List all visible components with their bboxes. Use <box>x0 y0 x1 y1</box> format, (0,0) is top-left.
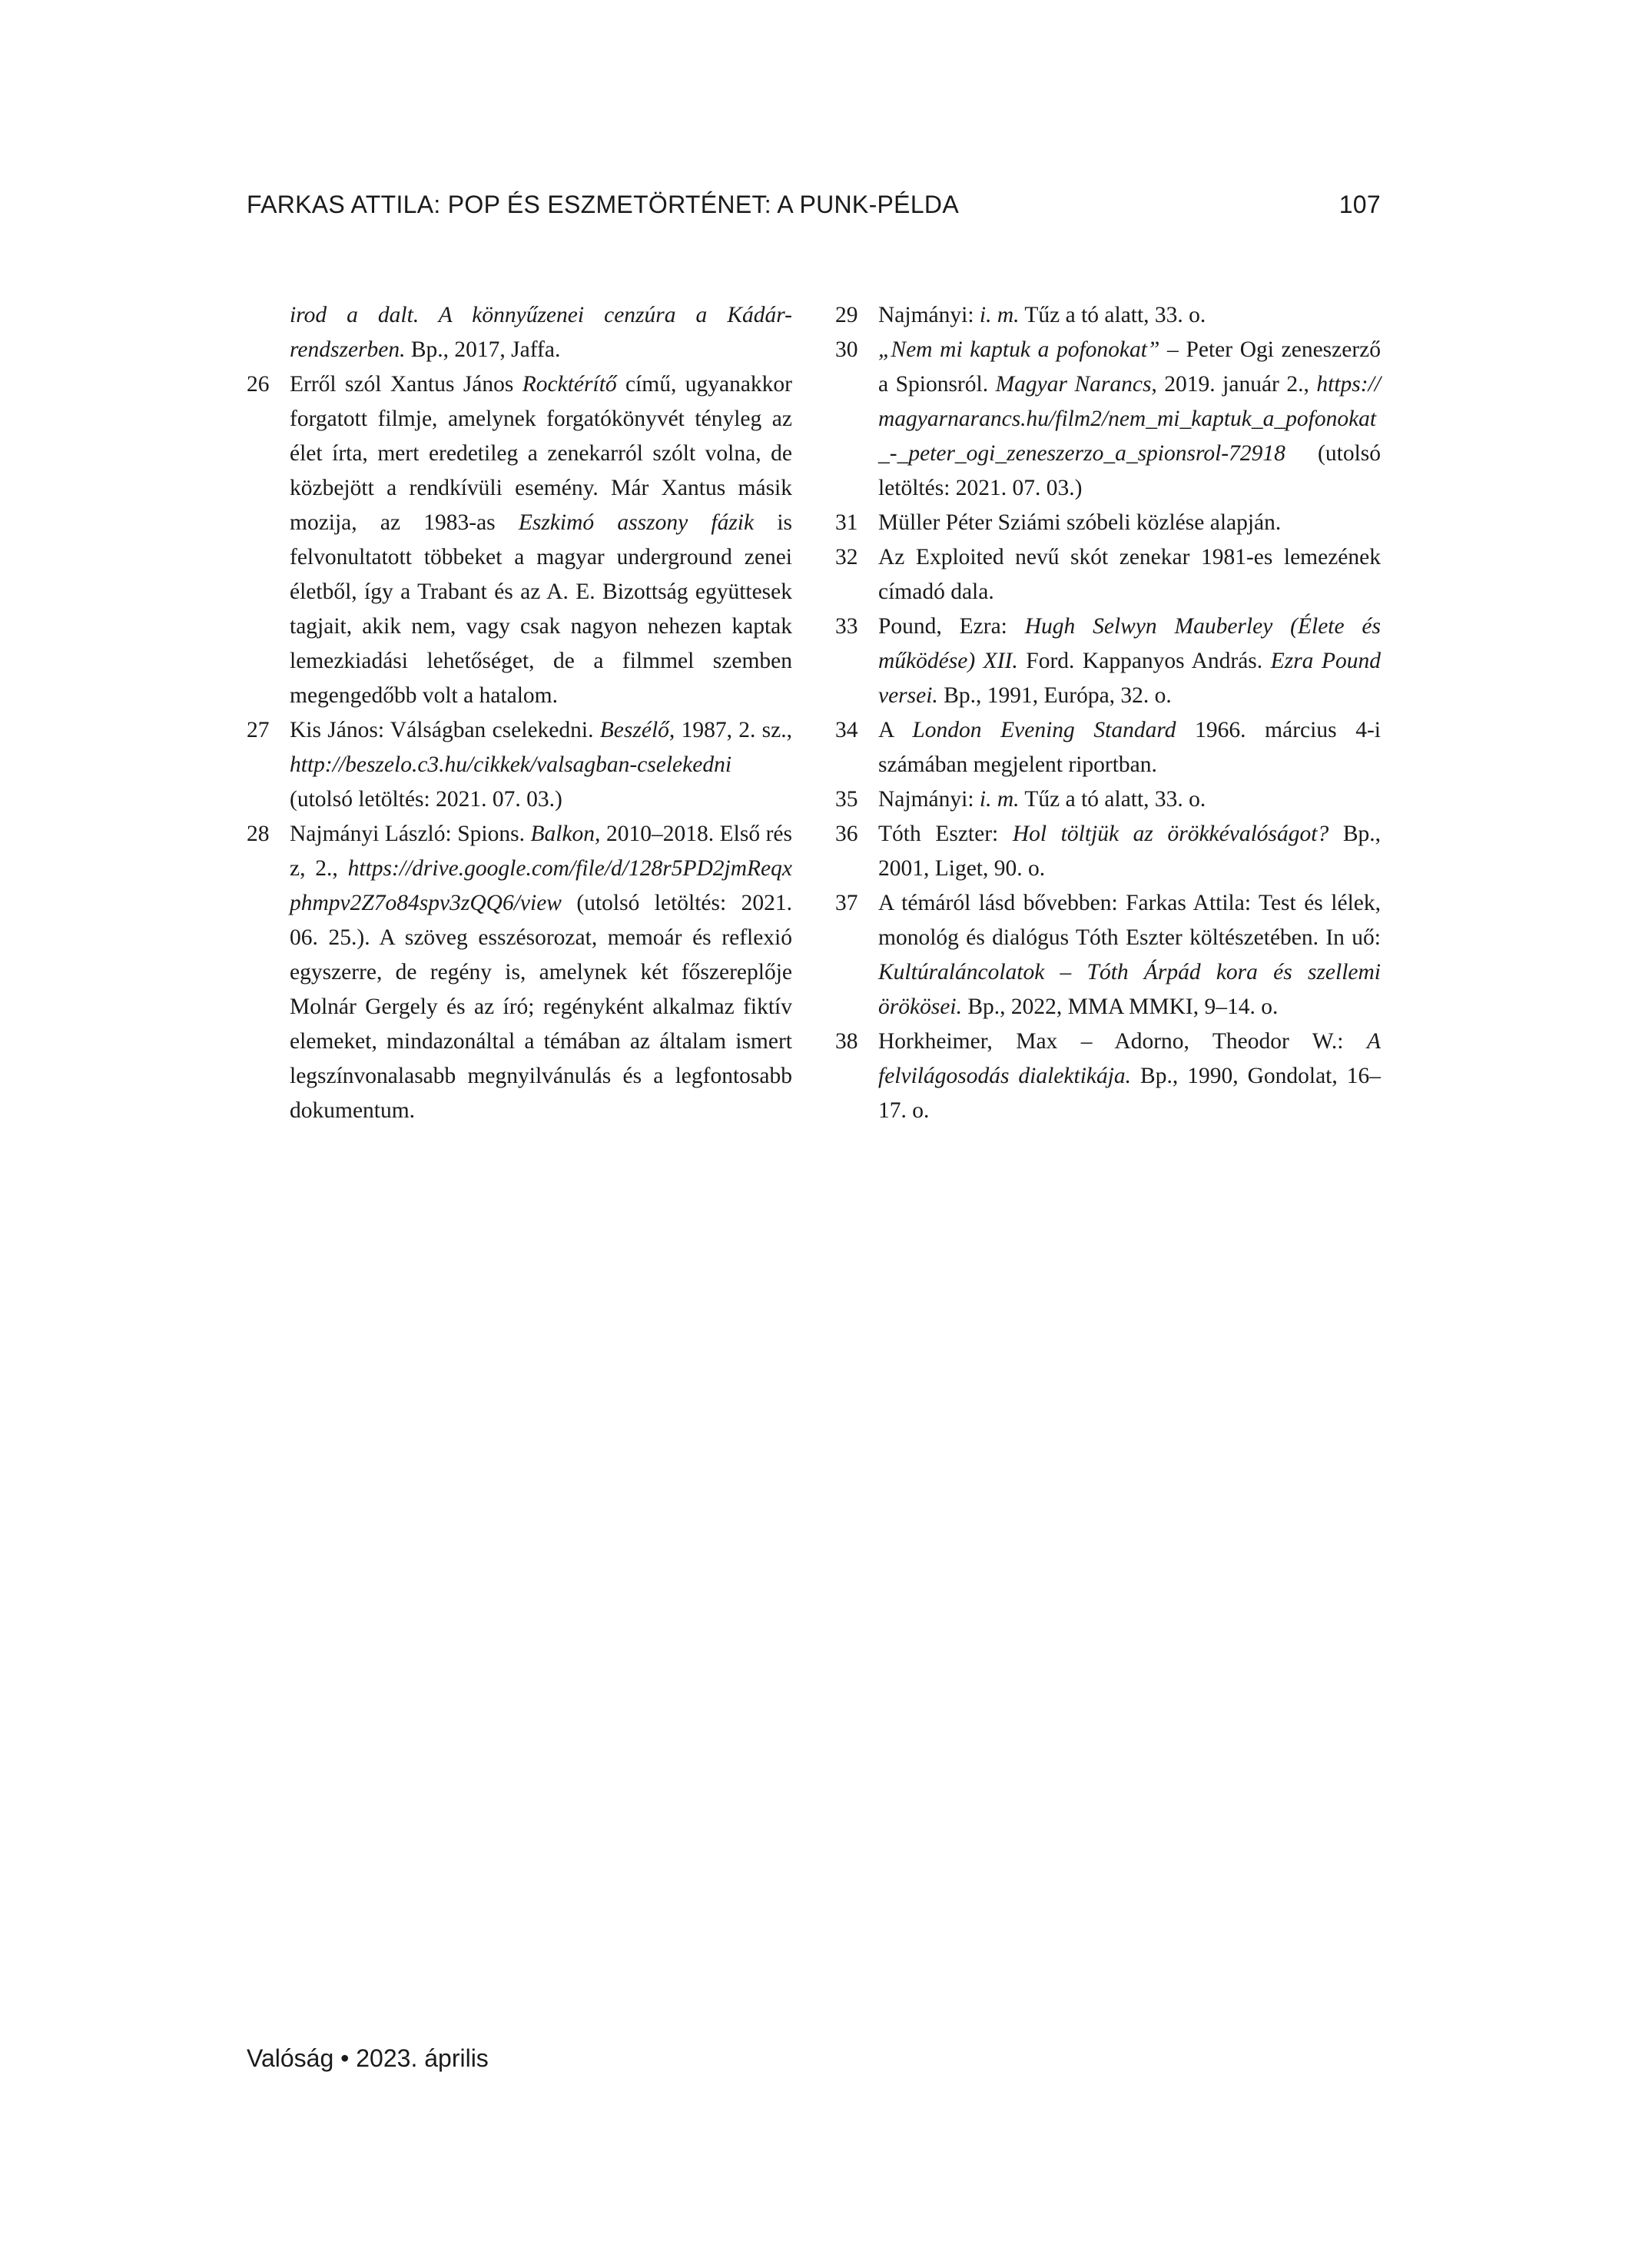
footnote-number: 32 <box>835 545 858 569</box>
note-italic: Rocktérítő <box>522 372 617 397</box>
page-number: 107 <box>1338 190 1381 218</box>
note-text: című, ugyanakkor forgatott filmje, amelynek forgatókönyvét tényleg az élet írta, mert eredetileg a zenekarról szólt volna, de közbejött a rendkívüli esemény. Már Xantus másik mozija, az 1983-as <box>290 372 793 535</box>
note-text: Najmányi László: Spions. <box>290 822 531 846</box>
running-footer <box>247 2044 489 2073</box>
note-italic: Ezra Pound versei. <box>878 649 1381 708</box>
note-text: 2010–2018. Első rész, 2., <box>290 822 792 881</box>
note-text: Bp., 2017, Jaffa. <box>405 337 561 362</box>
note-text: (utolsó letöltés: 2021. 07. 03.) <box>290 787 562 812</box>
footnote-number: 38 <box>835 1029 858 1054</box>
note-text: Tűz a tó alatt, 33. o. <box>1019 303 1206 327</box>
note-italic: i. m. <box>979 303 1020 327</box>
footnote-number: 36 <box>835 822 858 846</box>
footnote-number: 30 <box>835 337 858 362</box>
note-text: Najmányi: <box>878 787 980 812</box>
note-text: 1987, 2. sz., <box>675 718 792 742</box>
note-italic: A felvilágosodás dialektikája. <box>878 1029 1381 1088</box>
note-italic: irod a dalt. A könnyűzenei cenzúra a Kádár-rendszerben. <box>290 303 792 362</box>
footnote-27 <box>247 713 792 817</box>
note-italic: Hugh Selwyn Mauberley (Élete és működése) XII. <box>878 614 1382 673</box>
running-title: FARKAS ATTILA: POP ÉS ESZMETÖRTÉNET: A PUNK-PÉLDA <box>247 190 959 218</box>
note-url-link[interactable]: http://beszelo.c3.hu/cikkek/valsagban-cselekedni <box>290 752 732 777</box>
note-italic: Balkon, <box>530 822 601 846</box>
note-text: Ford. Kappanyos András. <box>1017 649 1271 673</box>
note-italic: Hol töltjük az örökkévalóságot? <box>1012 822 1329 846</box>
note-text: Pound, Ezra: <box>878 614 1025 639</box>
note-text: Müller Péter Sziámi szóbeli közlése alapján. <box>878 510 1282 535</box>
note-text: A témáról lásd bővebben: Farkas Attila: Test és lélek, monológ és dialógus Tóth Eszter költészetében. In uő: <box>878 891 1381 950</box>
note-text: Najmányi: <box>878 303 980 327</box>
footnote-25-continued <box>247 298 792 367</box>
footnote-number: 33 <box>835 614 858 639</box>
note-text: Horkheimer, Max – Adorno, Theodor W.: <box>878 1029 1367 1054</box>
footnote-number: 31 <box>835 510 858 535</box>
journal-issue: Valóság • 2023. április <box>247 2044 489 2072</box>
note-text: Bp., 2022, MMA MMKI, 9–14. o. <box>961 995 1279 1019</box>
note-text: (utolsó letöltés: 2021. 06. 25.). A szöveg esszésorozat, memoár és reflexió egyszerre, de regény is, amelynek két főszereplője Molnár Gergely és az író; regényként alkalmaz fiktív elemeket, mindazonáltal a témában az általam ismert legszínvonalasabb megnyilvánulás és a legfontosabb dokumentum. <box>290 891 792 1123</box>
note-italic: Magyar Narancs, <box>995 372 1157 397</box>
footnotes <box>247 298 1381 1128</box>
footnote-37 <box>835 886 1381 1024</box>
note-italic: Eszkimó asszony fázik <box>518 510 755 535</box>
footnote-26 <box>247 367 792 713</box>
note-text: A <box>878 718 913 742</box>
footnote-number: 29 <box>835 303 858 327</box>
footnote-31 <box>835 506 1381 540</box>
footnote-38 <box>835 1024 1381 1128</box>
footnote-number: 27 <box>247 718 270 742</box>
note-text: Kis János: Válságban cselekedni. <box>290 718 600 742</box>
note-italic: i. m. <box>979 787 1020 812</box>
note-text: 1966. március 4-i számában megjelent riportban. <box>878 718 1381 777</box>
footnote-34 <box>835 713 1381 782</box>
note-url-link[interactable]: https://magyarnarancs.hu/film2/nem_mi_kaptuk_a_pofonokat_-_peter_ogi_zeneszerzo_a_spionsrol-72918 <box>878 372 1381 466</box>
footnote-33 <box>835 609 1381 713</box>
note-text: 2019. január 2., <box>1156 372 1317 397</box>
note-italic: „Nem mi kaptuk a pofonokat” <box>878 337 1160 362</box>
note-text: is felvonultatott többeket a magyar underground zenei életből, így a Trabant és az A. E. Bizottság együttesek tagjait, akik nem, vagy csak nagyon nehezen kaptak lemezkiadási lehetőséget, de a filmmel szemben megengedőbb volt a hatalom. <box>290 510 792 708</box>
note-text: Az Exploited nevű skót zenekar 1981-es lemezének címadó dala. <box>878 545 1381 604</box>
note-italic: Beszélő, <box>599 718 675 742</box>
footnote-32 <box>835 540 1381 609</box>
note-italic: London Evening Standard <box>912 718 1176 742</box>
footnote-36 <box>835 817 1381 886</box>
footnotes-right-column <box>835 298 1381 1128</box>
note-text: – Peter Ogi zeneszerző a Spionsról. <box>878 337 1381 397</box>
note-text: Erről szól Xantus János <box>290 372 522 397</box>
note-text: Bp., 1991, Európa, 32. o. <box>937 683 1172 708</box>
footnote-number: 26 <box>247 372 270 397</box>
note-text: Bp., 2001, Liget, 90. o. <box>878 822 1381 881</box>
footnote-28 <box>247 817 792 1128</box>
note-text: (utolsó letöltés: 2021. 07. 03.) <box>878 441 1381 500</box>
footnote-number: 37 <box>835 891 858 915</box>
footnote-number: 34 <box>835 718 858 742</box>
footnote-30 <box>835 333 1381 506</box>
note-text: Tóth Eszter: <box>878 822 1013 846</box>
note-url-link[interactable]: https://drive.google.com/file/d/128r5PD2jmReqxphmpv2Z7o84spv3zQQ6/view <box>290 856 792 915</box>
note-text: Bp., 1990, Gondolat, 16–17. o. <box>878 1064 1381 1123</box>
footnote-29 <box>835 298 1381 333</box>
footnote-number: 28 <box>247 822 270 846</box>
note-italic: Kultúraláncolatok – Tóth Árpád kora és szellemi örökösei. <box>878 960 1381 1019</box>
footnote-35 <box>835 782 1381 817</box>
footnote-number: 35 <box>835 787 858 812</box>
note-text: Tűz a tó alatt, 33. o. <box>1019 787 1206 812</box>
running-header <box>247 181 1381 227</box>
footnotes-left-column <box>247 298 792 1128</box>
